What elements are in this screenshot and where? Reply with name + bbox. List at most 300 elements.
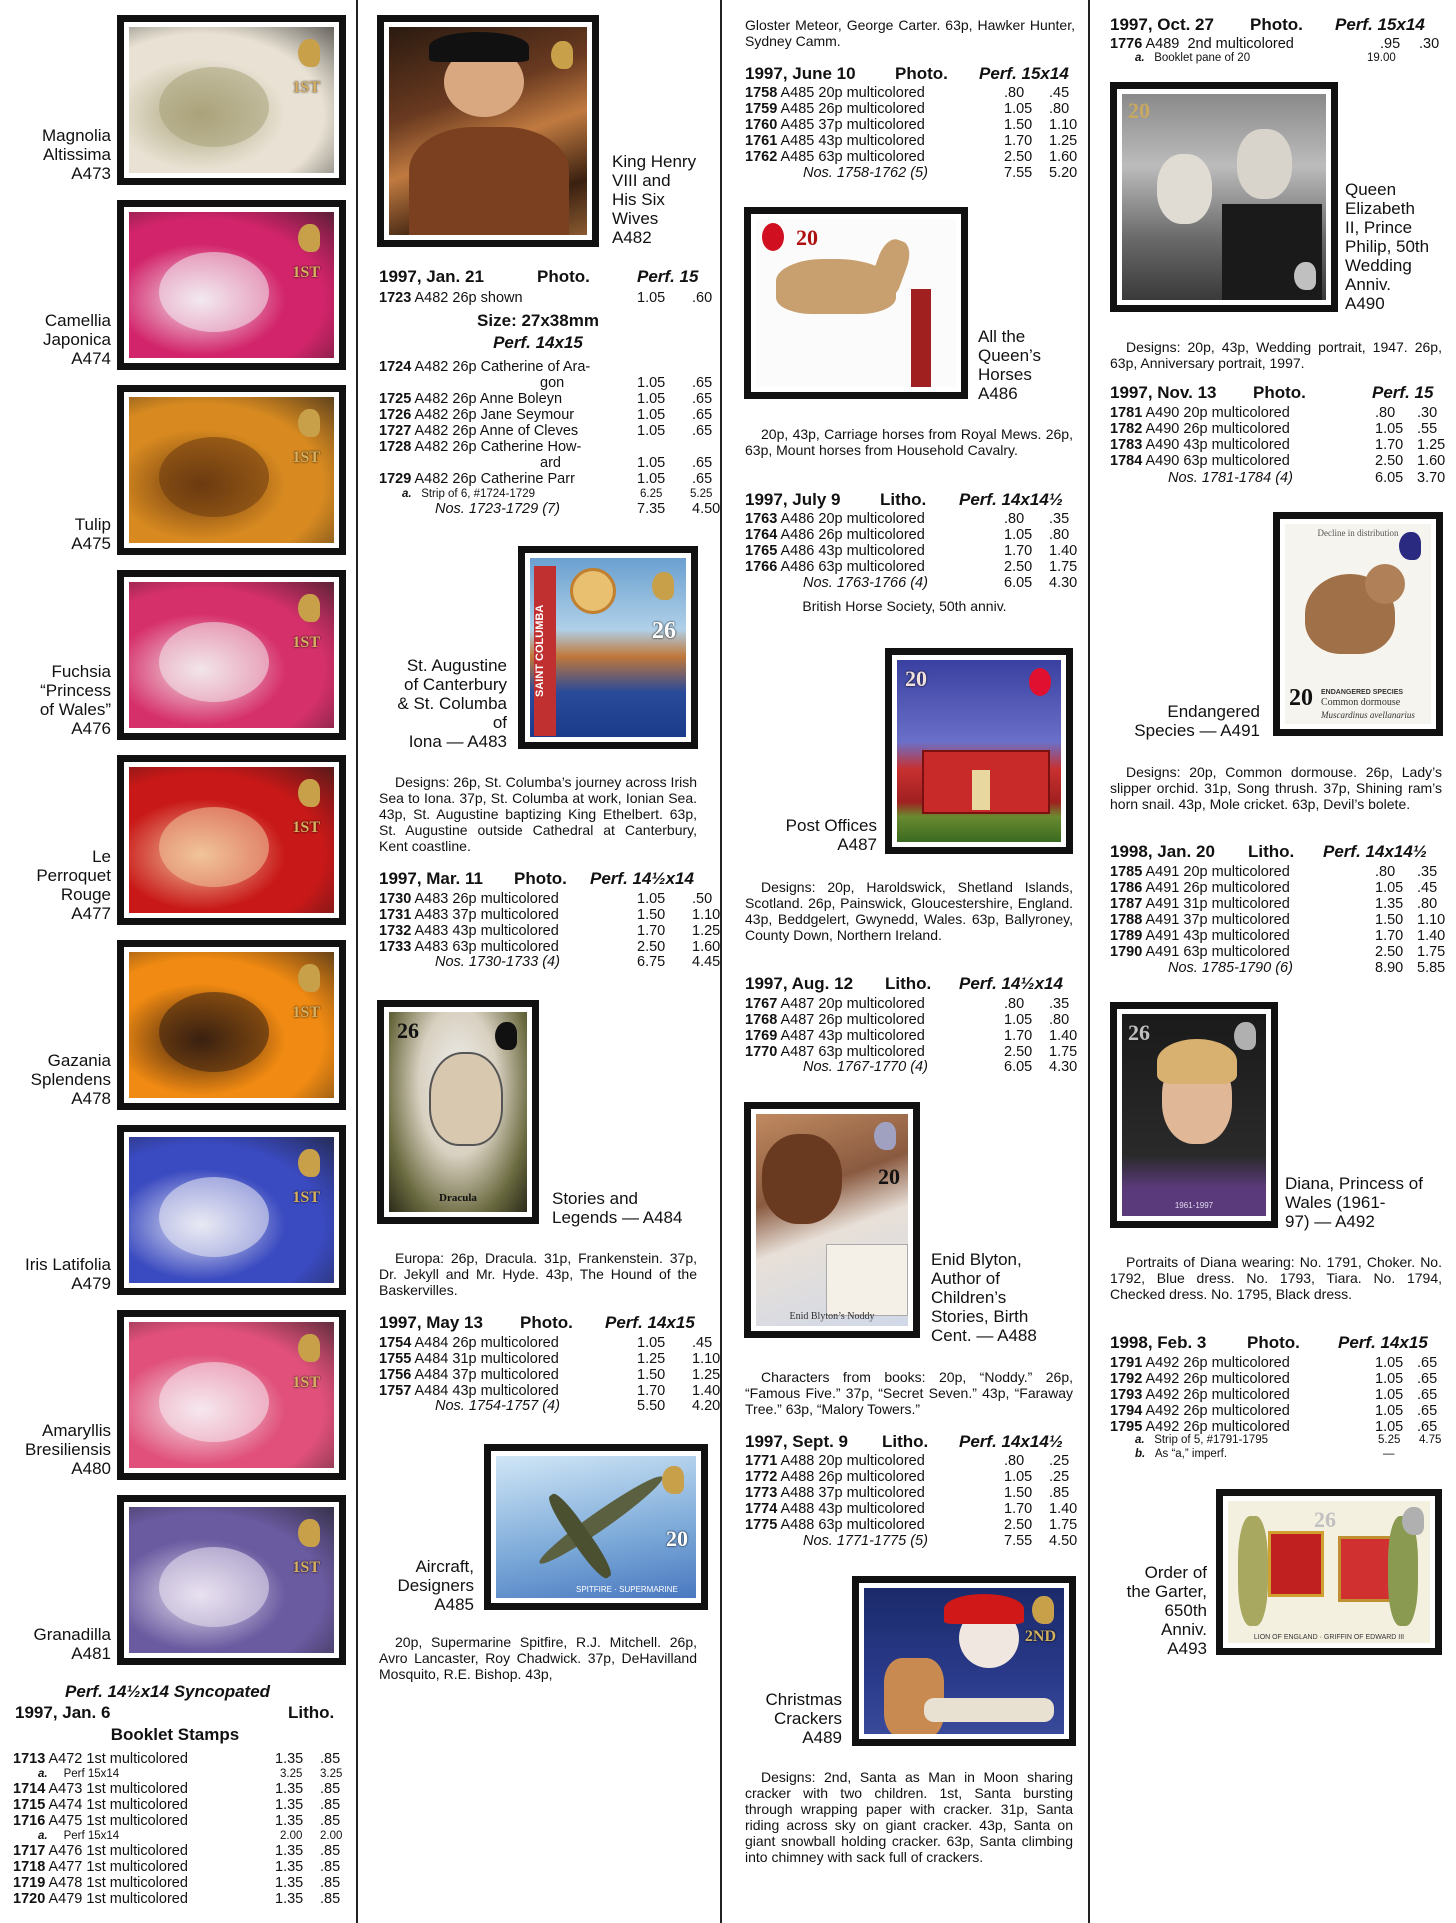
price-used: .65 [1417, 1387, 1438, 1403]
price-mint: .80 [1375, 405, 1396, 421]
price-mint: 1.35 [275, 1891, 304, 1907]
queen-head-icon [1029, 668, 1051, 696]
price-used: .85 [320, 1813, 341, 1829]
catalog-row: 1728 A482 26p Catherine How- [379, 439, 582, 455]
stamp-enid-blyton [744, 1102, 920, 1338]
stamp-dracula [377, 1000, 539, 1224]
caption-garter: Order of the Garter, 650th Anniv. A493 [1126, 1563, 1207, 1658]
flower-petal [159, 67, 269, 147]
queen-head-icon [298, 224, 320, 252]
caption-post-office: Post Offices A487 [785, 816, 877, 854]
catalog-row: 1786 A491 26p multicolored [1110, 880, 1290, 896]
price-used: .30 [1417, 405, 1438, 421]
issue-date: 1997, Jan. 6 [15, 1703, 111, 1722]
caption-line: Magnolia [42, 126, 111, 145]
price-mint: 1.05 [1004, 1012, 1033, 1028]
post-office-door [972, 770, 990, 810]
caption-line: A476 [71, 719, 111, 738]
price-mint: .80 [1004, 85, 1025, 101]
price-used: 1.60 [692, 939, 721, 955]
flower-caption [0, 1051, 111, 1108]
issue-method-1723: Photo. [537, 267, 590, 286]
price-mint: 1.05 [637, 375, 666, 391]
price-mint: .80 [1004, 996, 1025, 1012]
nos-summary: Nos. 1763-1766 (4) [803, 575, 928, 591]
shield-left [1268, 1531, 1324, 1597]
flower-caption [0, 847, 111, 923]
price-mint: 1.05 [637, 423, 666, 439]
flower-caption [0, 311, 111, 368]
issue-header-1791: 1998, Feb. 3 [1110, 1333, 1207, 1352]
issue-perf-1767: Perf. 14½x14 [959, 974, 1063, 993]
stamp-artwork [129, 1322, 334, 1468]
price-used: .35 [1417, 864, 1438, 880]
flower-petal [159, 622, 269, 702]
price-mint: 7.35 [637, 501, 666, 517]
price-mint: 1.35 [275, 1781, 304, 1797]
price-used: .35 [1049, 996, 1070, 1012]
column-4 [1095, 0, 1450, 1923]
stamp-label: Enid Blyton’s Noddy [789, 1311, 875, 1322]
caption-line: A475 [71, 534, 111, 553]
price-mint: 1.05 [637, 891, 666, 907]
column-rule-3 [1088, 0, 1090, 1923]
issue-method-1763: Litho. [880, 490, 927, 509]
issue-method-1791: Photo. [1247, 1333, 1300, 1352]
nos-summary: Nos. 1730-1733 (4) [435, 954, 560, 970]
dormouse-head [1365, 564, 1405, 604]
price-mint: 1.05 [637, 1335, 666, 1351]
price-used: 3.25 [320, 1768, 343, 1780]
price-used: 1.40 [1049, 1501, 1078, 1517]
stamp-value: 26 [1128, 1020, 1150, 1045]
price-used: .80 [1417, 896, 1438, 912]
issue-method-1771: Litho. [882, 1432, 929, 1451]
booklet-section: Booklet Stamps [110, 1725, 240, 1744]
issue-header-1771: 1997, Sept. 9 [745, 1432, 849, 1451]
price-mint: 1.35 [1375, 896, 1404, 912]
issue-perf-1754: Perf. 14x15 [605, 1313, 695, 1332]
issue-header-1730: 1997, Mar. 11 [379, 869, 483, 888]
issue-perf-1781: Perf. 15 [1372, 383, 1434, 402]
column-rule-1 [356, 0, 358, 1923]
price-mint: 1.50 [637, 907, 666, 923]
groom-figure [911, 289, 931, 387]
price-mint: 1.35 [275, 1813, 304, 1829]
flower-stamp [117, 570, 346, 740]
catalog-row: 1714 A473 1st multicolored [13, 1781, 188, 1797]
children-figures [884, 1658, 944, 1734]
price-mint: 1.70 [1004, 133, 1033, 149]
shield-right [1338, 1536, 1394, 1602]
price-used: 1.75 [1049, 1044, 1078, 1060]
price-used: .35 [1049, 511, 1070, 527]
flower-caption [0, 662, 111, 738]
saint-halo [570, 568, 616, 614]
catalog-row: 1769 A487 43p multicolored [745, 1028, 925, 1044]
stamp-label: SPITFIRE · SUPERMARINE [576, 1585, 678, 1594]
catalog-row: 1732 A483 43p multicolored [379, 923, 559, 939]
caption-endangered: Endangered Species — A491 [1134, 702, 1260, 740]
diana-description: Portraits of Diana wearing: No. 1791, Choker. No. 1792, Blue dress. No. 1793, Tiara. No. 1794, Checked dress. No. 1795, Black dress. [1110, 1254, 1442, 1302]
price-used: 1.10 [692, 1351, 721, 1367]
issue-header-1758: 1997, June 10 [745, 64, 856, 83]
catalog-row: 1767 A487 20p multicolored [745, 996, 925, 1012]
price-mint: .80 [1004, 511, 1025, 527]
catalog-row: 1774 A488 43p multicolored [745, 1501, 925, 1517]
catalog-row: 1771 A488 20p multicolored [745, 1453, 925, 1469]
catalog-row: 1770 A487 63p multicolored [745, 1044, 925, 1060]
flower-stamp [117, 755, 346, 925]
caption-line: Granadilla [33, 1625, 111, 1644]
price-mint: 1.05 [1004, 1469, 1033, 1485]
flower-petal [159, 807, 269, 887]
catalog-row: 1795 A492 26p multicolored [1110, 1419, 1290, 1435]
queen-head-icon [1402, 1507, 1424, 1535]
nos-summary: Nos. 1723-1729 (7) [435, 501, 560, 517]
caption-horses: All the Queen’s Horses A486 [978, 327, 1042, 403]
flower-petal [159, 1177, 269, 1257]
price-mint: 2.50 [1004, 559, 1033, 575]
issue-method-1754: Photo. [520, 1313, 573, 1332]
stamp-label-2: Common dormouse [1321, 697, 1401, 708]
catalog-row: 1762 A485 63p multicolored [745, 149, 925, 165]
price-used: 1.60 [1049, 149, 1078, 165]
column-1 [0, 0, 350, 1923]
price-used: .85 [1049, 1485, 1070, 1501]
price-used: 5.25 [690, 488, 713, 500]
price-used: .65 [692, 423, 713, 439]
stamp-value: 20 [796, 225, 818, 250]
price-mint: .80 [1004, 1453, 1025, 1469]
wedding-description: Designs: 20p, 43p, Wedding portrait, 1947. 26p, 63p, Anniversary portrait, 1997. [1110, 339, 1442, 371]
strip-label: a. Strip of 6, #1724-1729 [402, 488, 535, 500]
catalog-row: 1717 A476 1st multicolored [13, 1843, 188, 1859]
price-mint: 1.35 [275, 1843, 304, 1859]
catalog-row: 1781 A490 20p multicolored [1110, 405, 1290, 421]
stamp-value: 20 [878, 1164, 900, 1189]
stamp-value: 1ST [292, 449, 320, 466]
price-used: 1.60 [1417, 453, 1446, 469]
price-used: .25 [1049, 1453, 1070, 1469]
queen-head-icon [1234, 1022, 1256, 1050]
flower-caption [0, 126, 111, 183]
price-used: .65 [1417, 1403, 1438, 1419]
catalog-row: 1713 A472 1st multicolored [13, 1751, 188, 1767]
stamp-value: 1ST [292, 1559, 320, 1576]
stamp-years: 1961-1997 [1174, 1201, 1214, 1210]
price-used: 1.75 [1049, 1517, 1078, 1533]
price-mint: 1.05 [1004, 101, 1033, 117]
caption-line: A474 [71, 349, 111, 368]
caption-line: Bresiliensis [25, 1440, 111, 1459]
lion-figure [1238, 1516, 1268, 1626]
price-used: 1.40 [1417, 928, 1446, 944]
price-mint: 1.50 [1375, 912, 1404, 928]
catalog-row: 1715 A474 1st multicolored [13, 1797, 188, 1813]
blyton-description: Characters from books: 20p, “Noddy.” 26p, “Famous Five.” 37p, “Secret Seven.” 43p, “Faraway Tree.” 63p, “Malory Towers.” [745, 1369, 1073, 1417]
price-used: 4.20 [692, 1398, 721, 1414]
stamp-artwork [129, 27, 334, 173]
nos-summary: Nos. 1771-1775 (5) [803, 1533, 928, 1549]
price-mint: 1.05 [637, 455, 666, 471]
queen-head-icon [298, 1149, 320, 1177]
queen-head-icon [298, 1334, 320, 1362]
price-mint: 1.70 [1004, 543, 1033, 559]
nos-summary: Nos. 1754-1757 (4) [435, 1398, 560, 1414]
caption-line: A481 [71, 1644, 111, 1663]
catalog-row: 1768 A487 26p multicolored [745, 1012, 925, 1028]
catalog-row: 1776 A489 2nd multicolored [1110, 36, 1294, 52]
endangered-description: Designs: 20p, Common dormouse. 26p, Lady’s slipper orchid. 31p, Song thrush. 37p, Shining ram’s horn snail. 43p, Mole cricket. 63p, Devil’s bolete. [1110, 764, 1442, 812]
price-used: 1.40 [1049, 1028, 1078, 1044]
price-mint: 2.50 [637, 939, 666, 955]
flower-caption [0, 1255, 111, 1293]
price-mint: 1.35 [275, 1797, 304, 1813]
price-used: 1.25 [692, 923, 721, 939]
price-mint: 6.05 [1004, 575, 1033, 591]
queen-portrait [1157, 154, 1212, 224]
price-mint: 2.50 [1004, 149, 1033, 165]
price-mint: 1.05 [1375, 880, 1404, 896]
price-used: 5.20 [1049, 165, 1078, 181]
caption-line: Fuchsia [51, 662, 111, 681]
stamp-royal-wedding [1110, 82, 1338, 312]
price-used: 1.75 [1417, 944, 1446, 960]
price-used: .45 [692, 1335, 713, 1351]
catalog-row: 1787 A491 31p multicolored [1110, 896, 1290, 912]
caption-line: Gazania [47, 1051, 111, 1070]
price-used: 1.40 [1049, 543, 1078, 559]
price-mint: 2.00 [280, 1830, 303, 1842]
stamp-artwork [129, 767, 334, 913]
price-used: .65 [1417, 1419, 1438, 1435]
portrait-hat [429, 32, 529, 62]
catalog-row: 1729 A482 26p Catherine Parr [379, 471, 575, 487]
price-mint: 2.50 [1004, 1044, 1033, 1060]
price-mint: 1.70 [637, 923, 666, 939]
issue-method-1781: Photo. [1253, 383, 1306, 402]
price-used: 3.70 [1417, 470, 1446, 486]
catalog-row: 1716 A475 1st multicolored [13, 1813, 188, 1829]
price-mint: — [1383, 1448, 1395, 1460]
catalog-row: 1773 A488 37p multicolored [745, 1485, 925, 1501]
price-mint: 1.05 [1004, 527, 1033, 543]
flower-caption [0, 1421, 111, 1478]
perf-header: Perf. 14½x14 Syncopated [65, 1682, 271, 1701]
queen-head-icon [1032, 1596, 1054, 1624]
queen-head-icon [1399, 532, 1421, 560]
diana-hair [1157, 1039, 1237, 1084]
price-mint: 6.75 [637, 954, 666, 970]
price-mint: 1.70 [1375, 928, 1404, 944]
catalog-row: 1765 A486 43p multicolored [745, 543, 925, 559]
caption-line: Altissima [42, 145, 111, 164]
sub-variety: a. Perf 15x14 [38, 1768, 120, 1780]
catalog-row: 1784 A490 63p multicolored [1110, 453, 1290, 469]
issue-method-1785: Litho. [1248, 842, 1295, 861]
catalog-row: 1782 A490 26p multicolored [1110, 421, 1290, 437]
price-mint: 1.05 [1375, 1387, 1404, 1403]
stamp-value: 20 [1289, 685, 1313, 711]
stamp-christmas [852, 1576, 1076, 1746]
caption-wedding: Queen Elizabeth II, Prince Philip, 50th Wedding Anniv. A490 [1345, 180, 1430, 313]
price-mint: 1.05 [637, 391, 666, 407]
price-used: .65 [1417, 1355, 1438, 1371]
price-used: .80 [1049, 101, 1070, 117]
catalog-row: 1726 A482 26p Jane Seymour [379, 407, 575, 423]
price-used: 4.30 [1049, 1059, 1078, 1075]
price-used: .85 [320, 1875, 341, 1891]
aircraft-description-cont: Gloster Meteor, George Carter. 63p, Hawker Hunter, Sydney Camm. [745, 17, 1075, 49]
caption-line: Amaryllis [42, 1421, 111, 1440]
price-used: 1.10 [1417, 912, 1446, 928]
issue-perf-1771: Perf. 14x14½ [959, 1432, 1063, 1451]
price-used: .60 [692, 290, 713, 306]
catalog-row: 1758 A485 20p multicolored [745, 85, 925, 101]
stamp-artwork [129, 397, 334, 543]
dracula-face [429, 1052, 503, 1146]
price-mint: 8.90 [1375, 960, 1404, 976]
price-mint: 1.05 [637, 407, 666, 423]
queen-head-icon [762, 223, 784, 251]
issue-header-1723: 1997, Jan. 21 [379, 267, 484, 286]
stamp-post-office [885, 648, 1073, 854]
santa-hat [944, 1594, 1024, 1624]
imperf-label: b. As “a,” imperf. [1135, 1448, 1228, 1460]
catalog-row: 1731 A483 37p multicolored [379, 907, 559, 923]
caption-christmas: Christmas Crackers A489 [765, 1690, 842, 1747]
child-head [762, 1134, 842, 1224]
price-used: 4.50 [1049, 1533, 1078, 1549]
post-office-description: Designs: 20p, Haroldswick, Shetland Islands, Scotland. 26p, Painswick, Gloucestershire, England. 43p, Beddgelert, Gwynedd, Wales. 63p, Ballyroney, County Down, Northern Ireland. [745, 879, 1073, 943]
price-mint: 7.55 [1004, 1533, 1033, 1549]
price-used: 4.30 [1049, 575, 1078, 591]
sub-variety: a. Perf 15x14 [38, 1830, 120, 1842]
spitfire-body [544, 1490, 616, 1582]
caption-line: Le [92, 847, 111, 866]
issue-header-1763: 1997, July 9 [745, 490, 841, 509]
price-used: .85 [320, 1751, 341, 1767]
queen-head-icon [495, 1022, 517, 1050]
horses-description: 20p, 43p, Carriage horses from Royal Mews. 26p, 63p, Mount horses from Household Cavalry. [745, 426, 1073, 458]
stamp-aircraft [484, 1444, 708, 1610]
price-used: .85 [320, 1891, 341, 1907]
christmas-description: Designs: 2nd, Santa as Man in Moon sharing cracker with two children. 1st, Santa bursting through wrapping paper with cracker. 31p, Santa riding across sky on giant cracker. 43p, Santa on giant snowball holding cracker. 63p, Santa climbing into chimney with sack full of crackers. [745, 1769, 1073, 1865]
issue-method-1767: Litho. [885, 974, 932, 993]
catalog-row: 1760 A485 37p multicolored [745, 117, 925, 133]
prince-portrait [1237, 129, 1292, 199]
price-mint: .95 [1380, 36, 1401, 52]
catalog-row: 1718 A477 1st multicolored [13, 1859, 188, 1875]
flower-petal [159, 437, 269, 517]
queen-head-icon [298, 409, 320, 437]
catalog-row: 1785 A491 20p multicolored [1110, 864, 1290, 880]
stamp-value: 1ST [292, 634, 320, 651]
stamp-order-of-garter [1216, 1489, 1442, 1655]
stamp-artwork [129, 582, 334, 728]
issue-perf-1785: Perf. 14x14½ [1323, 842, 1427, 861]
catalog-row: 1724 A482 26p Catherine of Ara- [379, 359, 591, 375]
caption-line: Iris Latifolia [25, 1255, 111, 1274]
price-used: .65 [692, 391, 713, 407]
catalog-row: 1792 A492 26p multicolored [1110, 1371, 1290, 1387]
stamp-value: 1ST [292, 819, 320, 836]
stamp-diana [1110, 1002, 1278, 1228]
price-used: .85 [320, 1859, 341, 1875]
catalog-row: 1761 A485 43p multicolored [745, 133, 925, 149]
caption-line: A480 [71, 1459, 111, 1478]
europa-description: Europa: 26p, Dracula. 31p, Frankenstein. 37p, Dr. Jekyll and Mr. Hyde. 43p, The Hound of the Baskervilles. [379, 1250, 697, 1298]
stamp-henry-viii [377, 15, 599, 247]
stamp-artwork [129, 952, 334, 1098]
caption-line: A477 [71, 904, 111, 923]
price-mint: 1.05 [637, 290, 666, 306]
stamp-value: 1ST [292, 1374, 320, 1391]
price-mint: 2.50 [1375, 944, 1404, 960]
issue-perf-1758: Perf. 15x14 [979, 64, 1069, 83]
catalog-row: 1719 A478 1st multicolored [13, 1875, 188, 1891]
flower-caption [0, 515, 111, 553]
price-used: 1.25 [1417, 437, 1446, 453]
price-used: .80 [1049, 1012, 1070, 1028]
price-mint: 1.50 [1004, 1485, 1033, 1501]
column-2 [362, 0, 721, 1923]
price-used: 1.25 [1049, 133, 1078, 149]
stamp-value: 26 [1314, 1507, 1336, 1532]
caption-line: Splendens [30, 1070, 111, 1089]
catalog-row: 1788 A491 37p multicolored [1110, 912, 1290, 928]
caption-line: A478 [71, 1089, 111, 1108]
price-mint: 6.05 [1375, 470, 1404, 486]
price-used: 1.25 [692, 1367, 721, 1383]
price-used: .85 [320, 1781, 341, 1797]
caption-augustine: St. Augustine of Canterbury & St. Columba of Iona — A483 [397, 656, 507, 751]
horse-head [867, 236, 914, 298]
issue-header-1767: 1997, Aug. 12 [745, 974, 854, 993]
stamp-value: 26 [652, 618, 676, 644]
price-mint: 1.50 [637, 1367, 666, 1383]
catalog-row: 1772 A488 26p multicolored [745, 1469, 925, 1485]
catalog-row-wrap: gon [540, 375, 565, 391]
catalog-row: 1791 A492 26p multicolored [1110, 1355, 1290, 1371]
price-used: 1.40 [692, 1383, 721, 1399]
price-mint: 3.25 [280, 1768, 303, 1780]
price-mint: 7.55 [1004, 165, 1033, 181]
nos-summary: Nos. 1767-1770 (4) [803, 1059, 928, 1075]
caption-line: A479 [71, 1274, 111, 1293]
queen-head-icon [298, 964, 320, 992]
flower-stamp [117, 200, 346, 370]
stamp-value: 26 [397, 1018, 419, 1043]
issue-header-1754: 1997, May 13 [379, 1313, 483, 1332]
price-used: 1.10 [692, 907, 721, 923]
column-3 [727, 0, 1082, 1923]
stamp-label: LION OF ENGLAND · GRIFFIN OF EDWARD III [1253, 1634, 1405, 1641]
catalog-row: 1730 A483 26p multicolored [379, 891, 559, 907]
nos-summary: Nos. 1781-1784 (4) [1168, 470, 1293, 486]
price-used: .30 [1419, 36, 1440, 52]
issue-header-1776: 1997, Oct. 27 [1110, 15, 1214, 34]
caption-dracula: Stories and Legends — A484 [552, 1189, 683, 1227]
price-mint: 1.05 [1375, 1419, 1404, 1435]
catalog-row: 1783 A490 43p multicolored [1110, 437, 1290, 453]
queen-head-icon [662, 1466, 684, 1494]
stamp-value: 20 [666, 1526, 688, 1551]
catalog-row: 1727 A482 26p Anne of Cleves [379, 423, 579, 439]
price-mint: 1.50 [1004, 117, 1033, 133]
price-used: .85 [320, 1797, 341, 1813]
